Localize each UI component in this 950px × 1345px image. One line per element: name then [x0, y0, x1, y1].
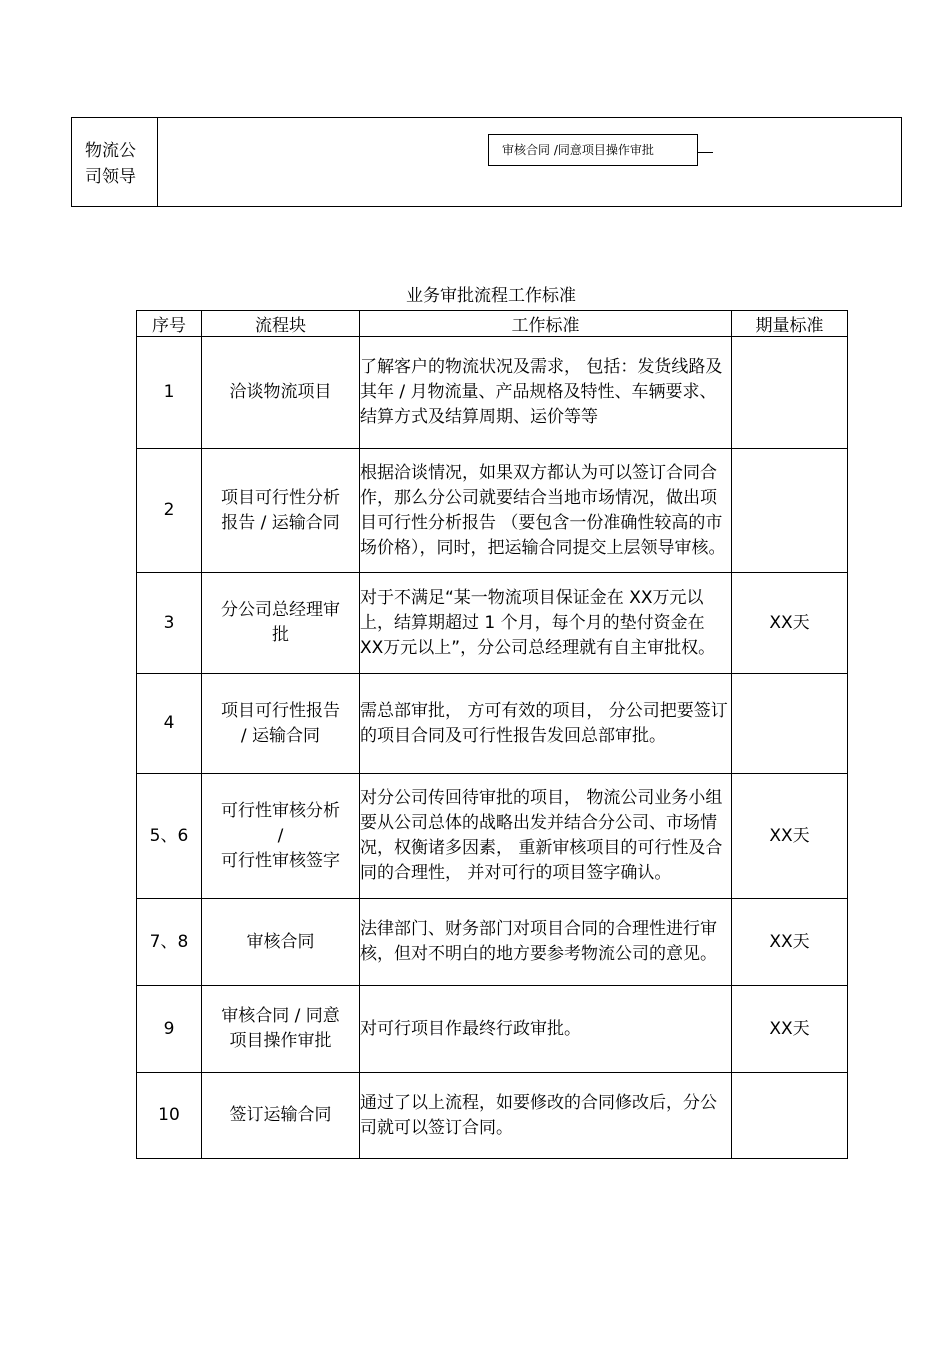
cell-period [732, 674, 848, 774]
cell-no: 9 [137, 986, 202, 1073]
swimlane-label [72, 118, 158, 206]
cell-no: 2 [137, 449, 202, 573]
table-row [137, 899, 848, 986]
cell-period [732, 337, 848, 449]
table-row [137, 674, 848, 774]
table-row [137, 337, 848, 449]
table-row [137, 1073, 848, 1159]
cell-no: 5、6 [137, 774, 202, 899]
table-row [137, 774, 848, 899]
cell-standard: 了解客户的物流状况及需求， 包括：发货线路及其年 / 月物流量、产品规格及特性、车辆要求、结算方式及结算周期、运价等等 [360, 337, 732, 449]
cell-no: 1 [137, 337, 202, 449]
cell-block [202, 573, 360, 674]
cell-period [732, 449, 848, 573]
cell-block [202, 337, 360, 449]
cell-no: 10 [137, 1073, 202, 1159]
cell-block-line: 审核合同 / 同意 [221, 1006, 340, 1026]
cell-standard: 法律部门、财务部门对项目合同的合理性进行审核，但对不明白的地方要参考物流公司的意见。 [360, 899, 732, 986]
table-row [137, 986, 848, 1073]
cell-period: XX天 [732, 573, 848, 674]
flow-box-approve-contract: 审核合同 /同意项目操作审批 [488, 134, 698, 166]
cell-no: 4 [137, 674, 202, 774]
cell-block-line: 签订运输合同 [229, 1105, 332, 1125]
cell-block-line: 项目操作审批 [229, 1031, 332, 1051]
cell-standard: 对可行项目作最终行政审批。 [360, 986, 732, 1073]
table-title: 业务审批流程工作标准 [406, 286, 576, 306]
cell-standard: 根据洽谈情况，如果双方都认为可以签订合同合作，那么分公司就要结合当地市场情况，做出项目可行性分析报告 （要包含一份准确性较高的市场价格），同时，把运输合同提交上层领导审核。 [360, 449, 732, 573]
cell-no: 3 [137, 573, 202, 674]
table-row [137, 449, 848, 573]
cell-block-line: 报告 / 运输合同 [221, 512, 340, 533]
cell-block-line: 可行性审核分析 [221, 800, 340, 821]
cell-block-line: 洽谈物流项目 [229, 382, 332, 402]
cell-no: 7、8 [137, 899, 202, 986]
cell-block-line: 分公司总经理审 [221, 600, 340, 620]
cell-block [202, 986, 360, 1073]
cell-block-line: 项目可行性报告 [221, 700, 340, 721]
cell-period [732, 1073, 848, 1159]
cell-standard: 对于不满足“某一物流项目保证金在 XX万元以上，结算期超过 1 个月，每个月的垫付资金在 XX万元以上”，分公司总经理就有自主审批权。 [360, 573, 732, 674]
cell-standard: 通过了以上流程，如要修改的合同修改后，分公司就可以签订合同。 [360, 1073, 732, 1159]
swimlane-label-line1: 物流公 [85, 141, 136, 161]
swimlane-label-line2: 司领导 [85, 167, 136, 187]
cell-period: XX天 [732, 986, 848, 1073]
workflow-standard-table [136, 310, 848, 1159]
flow-connector [698, 152, 713, 153]
cell-block [202, 774, 360, 899]
cell-block-line: 批 [272, 625, 289, 645]
cell-period: XX天 [732, 899, 848, 986]
header-period: 期量标准 [732, 311, 848, 337]
cell-block [202, 1073, 360, 1159]
cell-block-line: / [277, 825, 284, 846]
header-standard: 工作标准 [360, 311, 732, 337]
cell-block [202, 449, 360, 573]
cell-period: XX天 [732, 774, 848, 899]
table-header-row [137, 311, 848, 337]
header-no: 序号 [137, 311, 202, 337]
cell-standard: 对分公司传回待审批的项目， 物流公司业务小组要从公司总体的战略出发并结合分公司、市场情况，权衡诸多因素， 重新审核项目的可行性及合同的合理性， 并对可行的项目签字确认。 [360, 774, 732, 899]
swimlane-logistics-leadership [71, 117, 902, 207]
header-block: 流程块 [202, 311, 360, 337]
cell-standard: 需总部审批， 方可有效的项目， 分公司把要签订的项目合同及可行性报告发回总部审批。 [360, 674, 732, 774]
cell-block [202, 899, 360, 986]
cell-block-line: 审核合同 [246, 931, 315, 952]
cell-block-line: 项目可行性分析 [221, 487, 340, 508]
cell-block [202, 674, 360, 774]
table-row [137, 573, 848, 674]
cell-block-line: 可行性审核签字 [221, 850, 340, 871]
cell-block-line: / 运输合同 [240, 725, 321, 746]
